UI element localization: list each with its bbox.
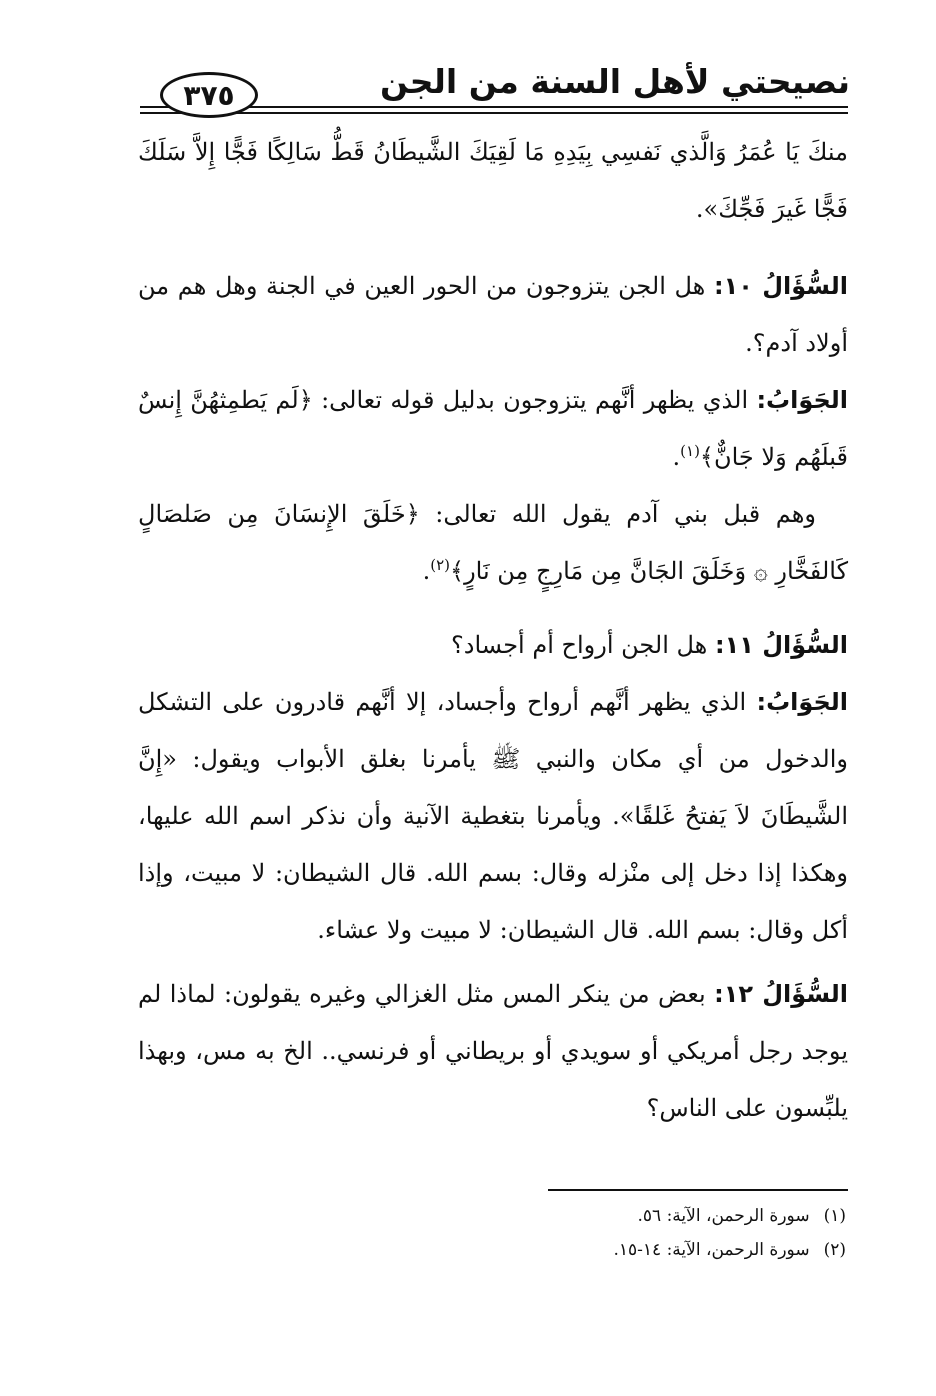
footnote-ref-2: (٢) bbox=[430, 556, 450, 574]
answer-11 bbox=[138, 674, 848, 959]
answer-text: الذي يظهر أنَّهم يتزوجون بدليل قوله تعالى: ﴿لَم يَطمِثهُنَّ إِنسٌ قَبلَهُم وَلا جَانٌّ﴾ bbox=[138, 386, 848, 471]
answer-label: الجَوَابُ: bbox=[756, 386, 848, 414]
footnote-text: سورة الرحمن، الآية: ٥٦. bbox=[637, 1206, 810, 1226]
footnote-number: (٢) bbox=[823, 1240, 846, 1260]
header-rule-double bbox=[140, 112, 848, 114]
paragraph-text: منكَ يَا عُمَرُ وَالَّذي نَفسِي بِيَدِهِ مَا لَقِيَكَ الشَّيطَانُ قَطُّ سَالِكًا فَجًّا إِلاَّ سَلَكَ فَجًّا غَيرَ فَجِّكَ». bbox=[138, 138, 848, 223]
page-number-badge: ٣٧٥ bbox=[160, 72, 258, 118]
question-12 bbox=[138, 966, 848, 1137]
footnote-number: (١) bbox=[823, 1206, 846, 1226]
question-10 bbox=[138, 258, 848, 372]
answer-10 bbox=[138, 372, 848, 486]
footnote-1 bbox=[638, 1206, 847, 1226]
paragraph-end: . bbox=[422, 557, 431, 585]
answer-text: الذي يظهر أنَّهم أرواح وأجساد، إلا أنَّهم قادرون على التشكل والدخول من أي مكان والنبي ﷺ يأمرنا بغلق الأبواب ويقول: «إِنَّ الشَّيطَانَ لاَ يَفتحُ غَلقًا». ويأمرنا بتغطية الآنية وأن نذكر اسم الله عليها، وهكذا إذا دخل إلى منْزله وقال: بسم الله. قال الشيطان: لا مبيت، وإذا أكل وقال: بسم الله. قال الشيطان: لا مبيت ولا عشاء. bbox=[138, 688, 848, 944]
footnote-separator bbox=[548, 1189, 848, 1191]
running-header-title: نصيحتي لأهل السنة من الجن bbox=[380, 62, 850, 101]
paragraph-continuation bbox=[138, 124, 848, 238]
question-11 bbox=[138, 617, 848, 674]
paragraph-text: وهم قبل بني آدم يقول الله تعالى: ﴿خَلَقَ الإِنسَانَ مِن صَلصَالٍ كَالفَخَّارِ ۞ وَخَلَقَ الجَانَّ مِن مَارِجٍ مِن نَارٍ﴾ bbox=[138, 500, 848, 585]
question-text: هل الجن يتزوجون من الحور العين في الجنة وهل هم من أولاد آدم؟. bbox=[138, 272, 848, 357]
footnote-text: سورة الرحمن، الآية: ١٤-١٥. bbox=[613, 1240, 810, 1260]
footnote-2 bbox=[613, 1240, 846, 1260]
question-label: السُّؤَالُ ١٠: bbox=[713, 272, 848, 300]
answer-label: الجَوَابُ: bbox=[756, 688, 848, 716]
paragraph-quran-verse bbox=[138, 486, 848, 600]
question-label: السُّؤَالُ ١١: bbox=[714, 631, 848, 659]
answer-end: . bbox=[672, 443, 681, 471]
question-text: هل الجن أرواح أم أجساد؟ bbox=[451, 631, 708, 659]
question-label: السُّؤَالُ ١٢: bbox=[714, 980, 848, 1008]
question-text: بعض من ينكر المس مثل الغزالي وغيره يقولون: لماذا لم يوجد رجل أمريكي أو سويدي أو بريطاني أو فرنسي.. الخ به مس، وبهذا يلبِّسون على الناس؟ bbox=[138, 980, 848, 1122]
footnote-ref-1: (١) bbox=[680, 442, 700, 460]
